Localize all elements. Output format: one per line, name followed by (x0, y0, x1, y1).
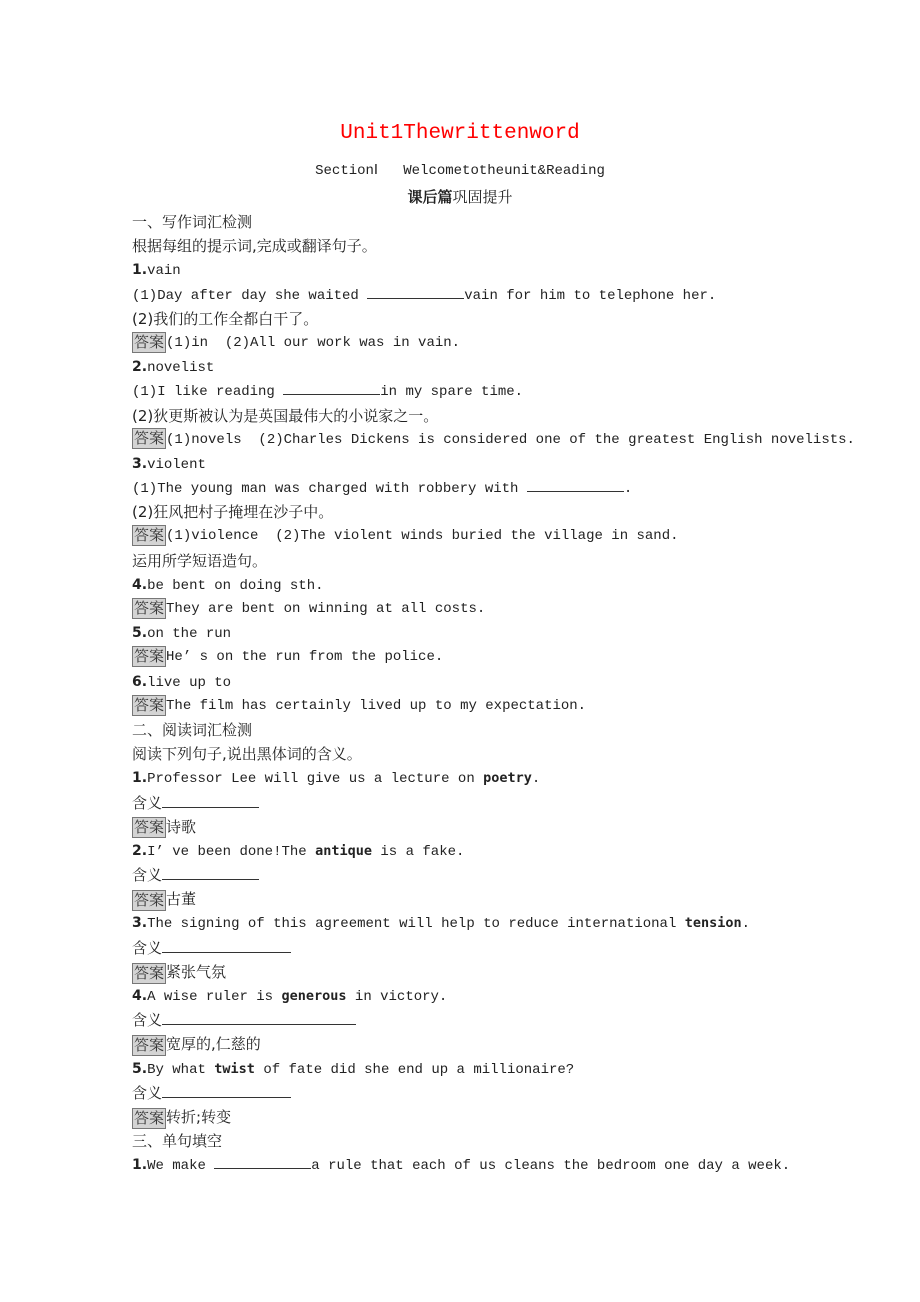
reading-item: 1.Professor Lee will give us a lecture on poetry. (132, 770, 541, 788)
fill-item: 1.We make a rule that each of us cleans the bedroom one day a week. (132, 1153, 892, 1177)
answer-tag: 答案 (134, 332, 165, 351)
reading-item: 4.A wise ruler is generous in victory. (132, 988, 448, 1005)
answer-blank[interactable] (527, 476, 624, 492)
phrase-item: 6.live up to (132, 673, 232, 691)
answer-line: 答案 The film has certainly lived up to my expectation. (134, 695, 587, 714)
answer-tag: 答案 (134, 891, 165, 910)
fill-sentence: (1)Day after day she waited vain for him to telephone her. (132, 283, 892, 307)
answer-line: 答案 They are bent on winning at all costs. (134, 598, 486, 617)
fill-sentence: (1)I like reading in my spare time. (132, 379, 892, 403)
part2-instruction: 阅读下列句子,说出黑体词的含义。 (132, 745, 362, 764)
bold-word: generous (281, 988, 347, 1004)
answer-tag: 答案 (134, 818, 165, 837)
part3-heading: 三、单句填空 (132, 1132, 223, 1151)
vocab-item: 3.violent (132, 455, 206, 473)
answer-blank[interactable] (214, 1153, 311, 1169)
meaning-blank[interactable] (162, 1009, 356, 1025)
meaning-line: 含义 (132, 863, 892, 887)
page-subtitle (0, 186, 920, 207)
answer-line: 答案 宽厚的,仁慈的 (134, 1035, 261, 1055)
answer-line: 答案 转折;转变 (134, 1107, 232, 1127)
meaning-line: 含义 (132, 1008, 892, 1032)
bold-word: poetry (483, 770, 532, 787)
vocab-item: 2.novelist (132, 359, 215, 377)
answer-line: 答案 He’ s on the run from the police. (134, 647, 444, 666)
reading-item: 5.By what twist of fate did she end up a millionaire? (132, 1060, 575, 1078)
translate-sentence: (2)我们的工作全都白干了。 (132, 309, 319, 328)
unit-title: Unit1Thewrittenword (340, 122, 580, 145)
answer-tag: 答案 (134, 526, 165, 545)
reading-item: 3.The signing of this agreement will help to reduce international tension. (132, 915, 751, 933)
reading-item: 2.I’ ve been done!The antique is a fake. (132, 842, 465, 860)
subtitle-rest: 巩固提升 (452, 188, 513, 206)
part1-heading: 一、写作词汇检测 (132, 213, 253, 231)
meaning-line: 含义 (132, 791, 892, 815)
meaning-blank[interactable] (162, 864, 259, 880)
answer-tag: 答案 (134, 695, 165, 714)
answer-line: 答案 (1)in (2)All our work was in vain. (134, 332, 461, 351)
vocab-item: 1.vain (132, 262, 181, 280)
phrase-item: 5.on the run (132, 625, 232, 643)
answer-tag: 答案 (134, 1108, 165, 1127)
bold-word: twist (214, 1060, 255, 1077)
section-title: SectionⅠ Welcometotheunit&Reading (315, 163, 605, 179)
bold-word: antique (315, 842, 372, 859)
part2-heading: 二、阅读词汇检测 (132, 720, 253, 739)
answer-line: 答案 紧张气氛 (134, 962, 227, 982)
translate-sentence: (2)狂风把村子掩埋在沙子中。 (132, 503, 334, 522)
part1-instruction: 根据每组的提示词,完成或翻译句子。 (132, 237, 377, 256)
meaning-blank[interactable] (162, 1082, 291, 1098)
phrase-item: 4.be bent on doing sth. (132, 576, 324, 594)
meaning-line: 含义 (132, 1081, 892, 1105)
answer-line: 答案 (1)violence (2)The violent winds buried the village in sand. (134, 526, 679, 545)
answer-tag: 答案 (134, 963, 165, 982)
answer-line: 答案 诗歌 (134, 817, 197, 837)
meaning-blank[interactable] (162, 792, 259, 808)
answer-tag: 答案 (134, 647, 165, 666)
answer-blank[interactable] (283, 379, 380, 395)
bold-word: tension (684, 915, 742, 932)
answer-line: 答案 古董 (134, 890, 197, 910)
meaning-blank[interactable] (162, 937, 291, 953)
answer-tag: 答案 (134, 1036, 165, 1055)
answer-tag: 答案 (134, 598, 165, 617)
answer-line: 答案 (1)novels (2)Charles Dickens is considered one of the greatest English novelists. (134, 429, 855, 448)
answer-tag: 答案 (134, 429, 165, 448)
answer-blank[interactable] (367, 283, 464, 299)
meaning-line: 含义 (132, 936, 892, 960)
phrase-instruction: 运用所学短语造句。 (132, 551, 268, 570)
document-body (132, 210, 892, 1178)
translate-sentence: (2)狄更斯被认为是英国最伟大的小说家之一。 (132, 406, 439, 425)
fill-sentence: (1)The young man was charged with robbery with . (132, 476, 892, 500)
subtitle-bold: 课后篇 (407, 188, 453, 206)
